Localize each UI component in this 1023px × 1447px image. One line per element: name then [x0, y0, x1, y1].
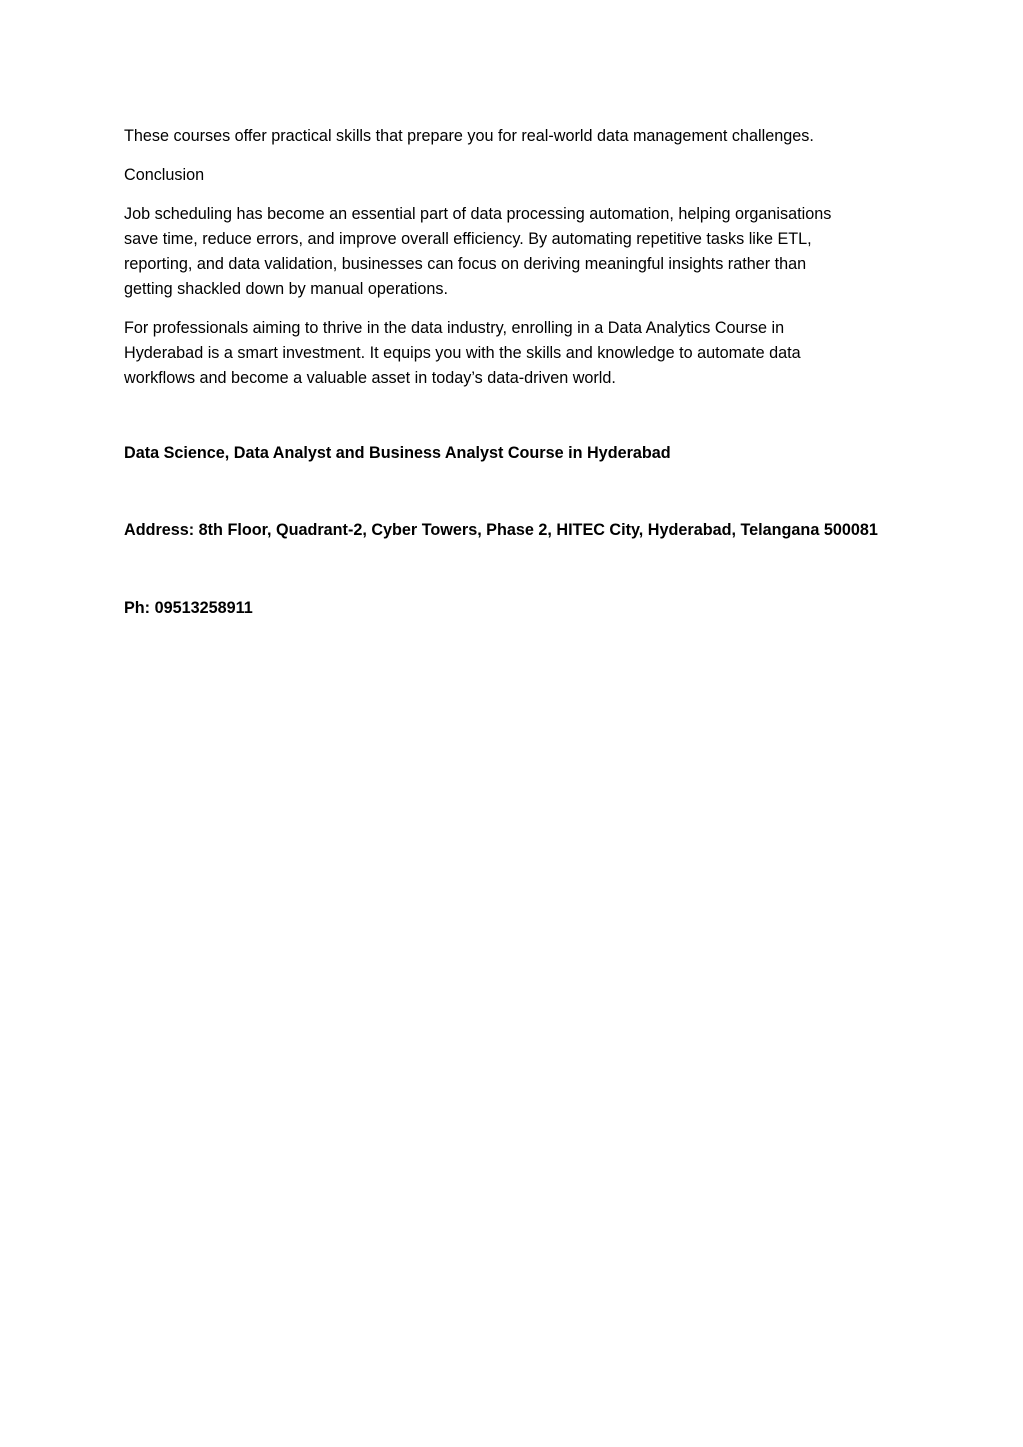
paragraph-line: workflows and become a valuable asset in today’s data-driven world.	[124, 369, 616, 387]
paragraph-line: save time, reduce errors, and improve overall efficiency. By automating repetitive tasks like ETL,	[124, 230, 812, 248]
paragraph-conclusion	[124, 202, 894, 302]
section-heading-conclusion	[124, 163, 894, 188]
course-heading: Data Science, Data Analyst and Business Analyst Course in Hyderabad	[124, 444, 671, 462]
paragraph-line: These courses offer practical skills that prepare you for real-world data management challenges.	[124, 127, 814, 145]
phone-line: Ph: 09513258911	[124, 599, 253, 617]
paragraph-recommendation	[124, 316, 894, 391]
paragraph-line: For professionals aiming to thrive in the data industry, enrolling in a Data Analytics Course in	[124, 319, 785, 337]
document-body	[124, 124, 894, 405]
address-line: Address: 8th Floor, Quadrant-2, Cyber Towers, Phase 2, HITEC City, Hyderabad, Telangana 500081	[124, 521, 878, 539]
paragraph-line: getting shackled down by manual operations.	[124, 280, 448, 298]
paragraph-intro	[124, 124, 894, 149]
paragraph-line: Hyderabad is a smart investment. It equips you with the skills and knowledge to automate data	[124, 344, 801, 362]
paragraph-line: Job scheduling has become an essential part of data processing automation, helping organisations	[124, 205, 832, 223]
paragraph-line: reporting, and data validation, businesses can focus on deriving meaningful insights rather than	[124, 255, 807, 273]
paragraph-line: Conclusion	[124, 166, 205, 184]
